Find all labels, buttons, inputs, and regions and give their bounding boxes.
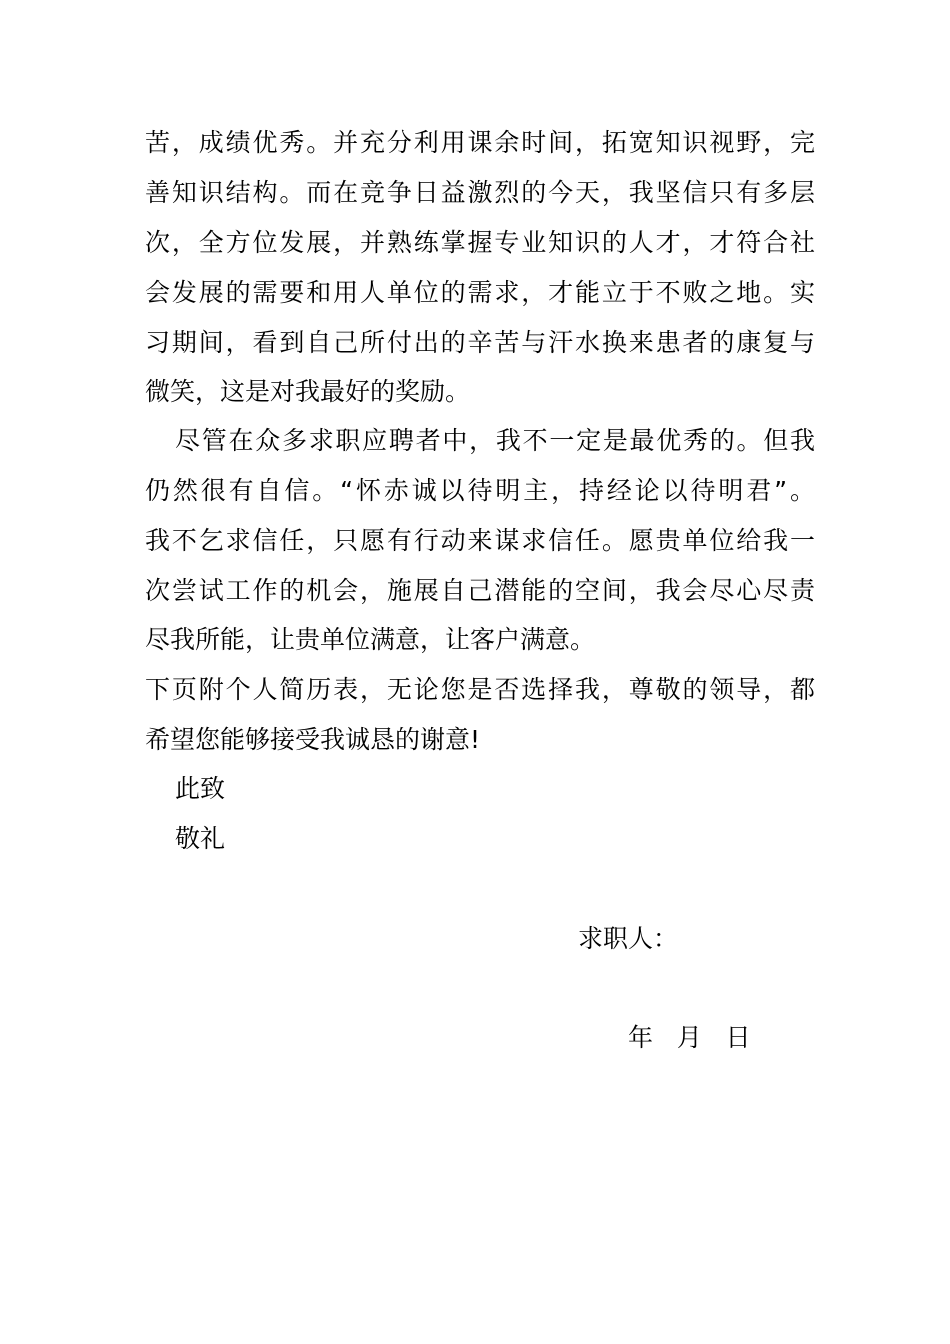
closing-salutation-line-1: 此致 bbox=[175, 774, 226, 803]
letter-text-line: 下页附个人简历表，无论您是否选择我，尊敬的领导，都 bbox=[145, 675, 815, 704]
letter-text-line: 次尝试工作的机会，施展自己潜能的空间，我会尽心尽责 bbox=[145, 576, 815, 605]
letter-text-line: 希望您能够接受我诚恳的谢意! bbox=[145, 725, 481, 754]
letter-text-line: 我不乞求信任，只愿有行动来谋求信任。愿贵单位给我一 bbox=[145, 526, 815, 555]
letter-text-line: 会发展的需要和用人单位的需求，才能立于不败之地。实 bbox=[145, 278, 815, 307]
signature-date-label: 年 月 日 bbox=[628, 1023, 751, 1052]
letter-text-line: 仍然很有自信。“怀赤诚以待明主，持经论以待明君”。 bbox=[145, 476, 815, 505]
closing-salutation-line-2: 敬礼 bbox=[175, 824, 226, 853]
letter-paragraph-start: 尽管在众多求职应聘者中，我不一定是最优秀的。但我 bbox=[175, 426, 815, 455]
applicant-signature-label: 求职人： bbox=[578, 924, 679, 953]
letter-text-line: 尽我所能，让贵单位满意，让客户满意。 bbox=[145, 625, 596, 654]
letter-text-line: 善知识结构。而在竞争日益激烈的今天，我坚信只有多层 bbox=[145, 178, 815, 207]
letter-text-line: 苦，成绩优秀。并充分利用课余时间，拓宽知识视野，完 bbox=[145, 128, 815, 157]
letter-text-line: 微笑，这是对我最好的奖励。 bbox=[145, 377, 471, 406]
letter-text-line: 习期间，看到自己所付出的辛苦与汗水换来患者的康复与 bbox=[145, 328, 815, 357]
letter-text-line: 次，全方位发展，并熟练掌握专业知识的人才，才符合社 bbox=[145, 228, 815, 257]
